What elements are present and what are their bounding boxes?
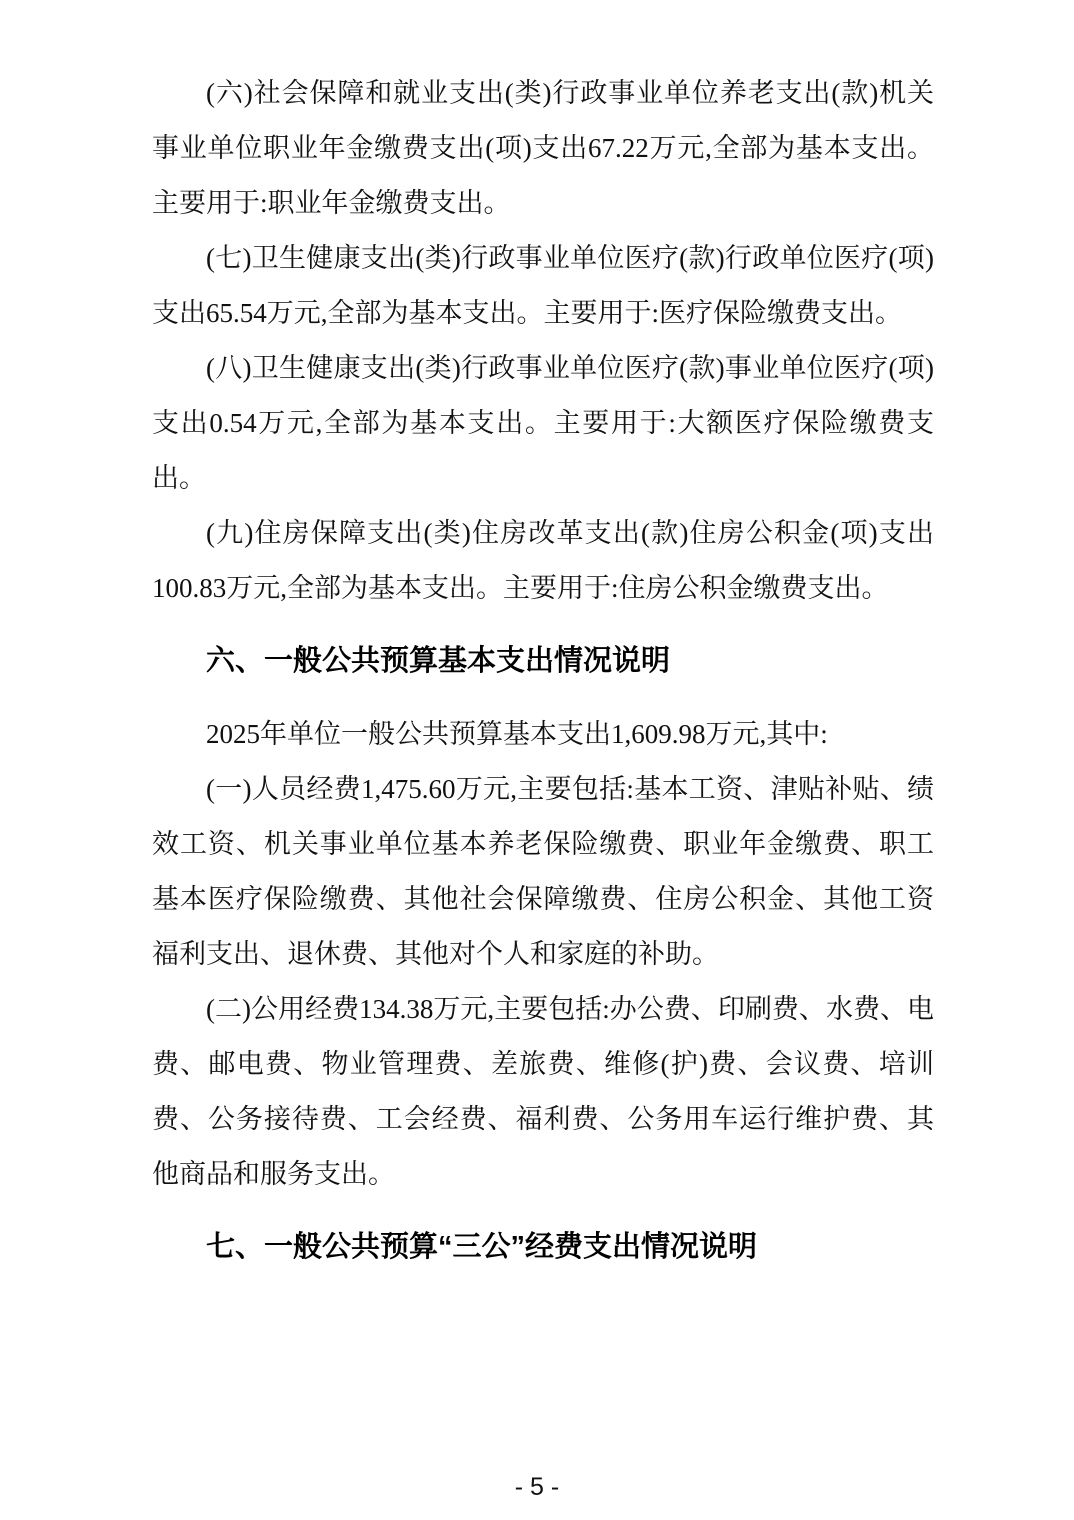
para-health-admin-medical-item7: (七)卫生健康支出(类)行政事业单位医疗(款)行政单位医疗(项)支出65.54万元,全部为基本支出。主要用于:医疗保险缴费支出。 [152,243,934,328]
page-number: - 5 - [514,1473,560,1501]
para-public-operating-expenses: (二)公用经费134.38万元,主要包括:办公费、印刷费、水费、电费、邮电费、物业管理费、差旅费、维修(护)费、会议费、培训费、公务接待费、工会经费、福利费、公务用车运行维护费、其他商品和服务支出。 [152,994,934,1189]
para-2025-basic-expenditure-total: 2025年单位一般公共预算基本支出1,609.98万元,其中: [206,719,828,749]
para-social-security-pension-item6: (六)社会保障和就业支出(类)行政事业单位养老支出(款)机关事业单位职业年金缴费支出(项)支出67.22万元,全部为基本支出。主要用于:职业年金缴费支出。 [152,78,934,218]
para-health-institution-medical-item8: (八)卫生健康支出(类)行政事业单位医疗(款)事业单位医疗(项)支出0.54万元,全部为基本支出。主要用于:大额医疗保险缴费支出。 [152,353,934,493]
document-body [152,66,934,1293]
para-housing-fund-item9: (九)住房保障支出(类)住房改革支出(款)住房公积金(项)支出100.83万元,全部为基本支出。主要用于:住房公积金缴费支出。 [152,518,934,603]
heading-section-6-basic-expenditure: 六、一般公共预算基本支出情况说明 [206,645,671,677]
para-personnel-expenses: (一)人员经费1,475.60万元,主要包括:基本工资、津贴补贴、绩效工资、机关事业单位基本养老保险缴费、职业年金缴费、职工基本医疗保险缴费、其他社会保障缴费、住房公积金、其他工资福利支出、退休费、其他对个人和家庭的补助。 [152,774,934,969]
heading-section-7-three-public-funds: 七、一般公共预算“三公”经费支出情况说明 [206,1231,758,1263]
